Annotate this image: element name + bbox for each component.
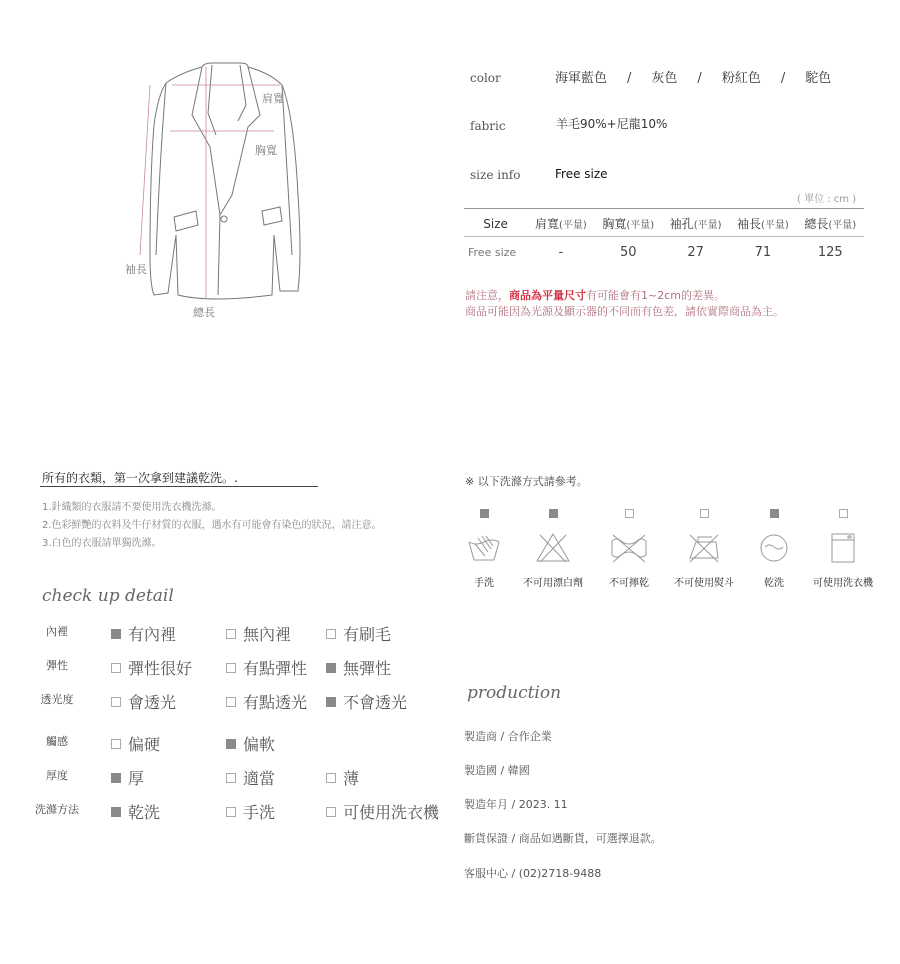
table-row (464, 237, 864, 269)
wash-method-label: 乾洗 (764, 578, 784, 589)
detail-label-thickness: 厚度 (46, 769, 68, 782)
color-label: color (470, 71, 501, 85)
touch-hard: 偏硬 (111, 732, 160, 755)
production-date: 製造年月 / 2023. 11 (464, 798, 568, 811)
table-cell: 71 (754, 245, 772, 260)
wash-methods-note: ※ 以下洗滌方式請參考。 (465, 475, 588, 488)
size-table (464, 208, 864, 268)
checkbox-icon (700, 509, 709, 518)
detail-label-elasticity: 彈性 (46, 659, 68, 672)
detail-label-washing: 洗滌方法 (35, 803, 79, 816)
table-cell: Free size (468, 246, 517, 259)
checkbox-icon (226, 629, 236, 639)
checkbox-icon (326, 697, 336, 707)
checkbox-icon (839, 509, 848, 518)
detail-label-lining: 內裡 (46, 625, 68, 638)
unit-note: ( 單位 : cm ) (797, 194, 857, 205)
wash-hand: 手洗 (226, 800, 275, 823)
care-note: 1.針織類的衣服請不要使用洗衣機洗滌。 (42, 502, 222, 513)
wash-intro-title: 所有的衣類，第一次拿到建議乾洗。. (42, 471, 238, 485)
sleeve-header: 袖長(平量) (729, 209, 796, 237)
thickness-thin: 薄 (326, 766, 359, 789)
checkbox-icon (480, 509, 489, 518)
armhole-header: 袖孔(平量) (662, 209, 729, 237)
production-title: production (467, 683, 562, 703)
wash-method-machine (803, 509, 883, 589)
wash-method-no-wring (589, 509, 669, 589)
checkbox-icon (111, 663, 121, 673)
jacket-illustration (120, 55, 320, 325)
checkbox-icon (226, 807, 236, 817)
wash-method-dry-clean (734, 509, 814, 589)
thickness-medium: 適當 (226, 766, 275, 789)
checkbox-icon (326, 773, 336, 783)
elasticity-some: 有點彈性 (226, 656, 307, 679)
fabric-value: 羊毛90%+尼龍10% (556, 117, 668, 131)
wash-method-label: 不可使用熨斗 (674, 578, 734, 589)
production-country: 製造國 / 韓國 (464, 764, 530, 777)
checkbox-icon (326, 629, 336, 639)
washing-machine-icon (825, 532, 861, 564)
checkbox-icon (111, 697, 121, 707)
checkbox-icon (770, 509, 779, 518)
lining-no: 無內裡 (226, 622, 291, 645)
wash-intro-divider (40, 486, 318, 487)
no-wring-icon (609, 532, 649, 564)
touch-soft: 偏軟 (226, 732, 275, 755)
checkbox-icon (111, 773, 121, 783)
checkbox-icon (625, 509, 634, 518)
wash-method-no-iron (664, 509, 744, 589)
size-header: Size (464, 209, 527, 237)
chest-header: 胸寬(平量) (595, 209, 662, 237)
shoulder-header: 肩寬(平量) (527, 209, 594, 237)
thickness-thick: 厚 (111, 766, 144, 789)
lining-brushed: 有刷毛 (326, 622, 391, 645)
dry-clean-icon (756, 532, 792, 564)
detail-label-sheerness: 透光度 (40, 693, 74, 706)
checkbox-icon (111, 739, 121, 749)
length-header: 總長(平量) (797, 209, 864, 237)
table-cell: 27 (687, 245, 704, 260)
lining-yes: 有內裡 (111, 622, 176, 645)
hand-wash-icon (466, 532, 502, 564)
no-bleach-icon (535, 532, 571, 564)
checkbox-icon (111, 629, 121, 639)
checkbox-icon (226, 739, 236, 749)
size-notice: 請注意，商品為平量尺寸有可能會有1~2cm的差異。 商品可能因為光源及顯示器的不同而有色差，請依實際商品為主。 (465, 289, 784, 318)
production-service: 客服中心 / (02)2718-9488 (464, 867, 602, 880)
table-cell: 50 (619, 245, 637, 260)
no-iron-icon (686, 532, 722, 564)
checkbox-icon (326, 663, 336, 673)
sizeinfo-label: size info (470, 168, 521, 182)
color-option: 粉紅色 (721, 71, 761, 86)
wash-machine: 可使用洗衣機 (326, 800, 439, 823)
sheer-yes: 會透光 (111, 690, 176, 713)
sheer-some: 有點透光 (226, 690, 307, 713)
wash-dry: 乾洗 (111, 800, 160, 823)
care-note: 2.色彩鮮艷的衣料及牛仔材質的衣服，遇水有可能會有染色的狀況，請注意。 (42, 520, 382, 531)
wash-method-label: 可使用洗衣機 (813, 578, 873, 589)
care-note: 3.白色的衣服請單獨洗滌。 (42, 538, 162, 549)
checkbox-icon (326, 807, 336, 817)
care-notes (42, 499, 382, 553)
elasticity-none: 無彈性 (326, 656, 391, 679)
elasticity-high: 彈性很好 (111, 656, 192, 679)
color-option: 灰色 (651, 71, 678, 86)
checkbox-icon (226, 773, 236, 783)
production-manufacturer: 製造商 / 合作企業 (464, 730, 552, 743)
table-cell: 125 (817, 245, 843, 260)
shoulder-label: 肩寬 (262, 92, 284, 105)
checkbox-icon (226, 663, 236, 673)
wash-method-no-bleach (513, 509, 593, 589)
checkbox-icon (226, 697, 236, 707)
detail-label-touch: 觸感 (46, 735, 68, 748)
sheer-no: 不會透光 (326, 690, 407, 713)
check-detail-grid (30, 622, 440, 822)
color-values: 海軍藍色 / 灰色 / 粉紅色 / 駝色 (555, 71, 832, 86)
wash-method-label: 手洗 (474, 578, 494, 589)
fabric-label: fabric (470, 119, 506, 133)
chest-label: 胸寬 (255, 144, 277, 157)
production-guarantee: 斷貨保證 / 商品如遇斷貨，可選擇退款。 (464, 832, 662, 845)
color-option: 駝色 (805, 71, 832, 86)
wash-method-label: 不可用漂白劑 (523, 578, 583, 589)
length-label: 總長 (193, 306, 215, 319)
table-cell: - (558, 245, 564, 260)
wash-method-label: 不可擰乾 (609, 578, 649, 589)
sizeinfo-value: Free size (555, 167, 608, 181)
check-detail-title: check up detail (42, 586, 174, 606)
checkbox-icon (111, 807, 121, 817)
checkbox-icon (549, 509, 558, 518)
sleeve-label: 袖長 (125, 263, 147, 276)
color-option: 海軍藍色 (555, 71, 608, 86)
wash-method-hand (444, 509, 524, 589)
jacket-diagram (120, 55, 320, 325)
